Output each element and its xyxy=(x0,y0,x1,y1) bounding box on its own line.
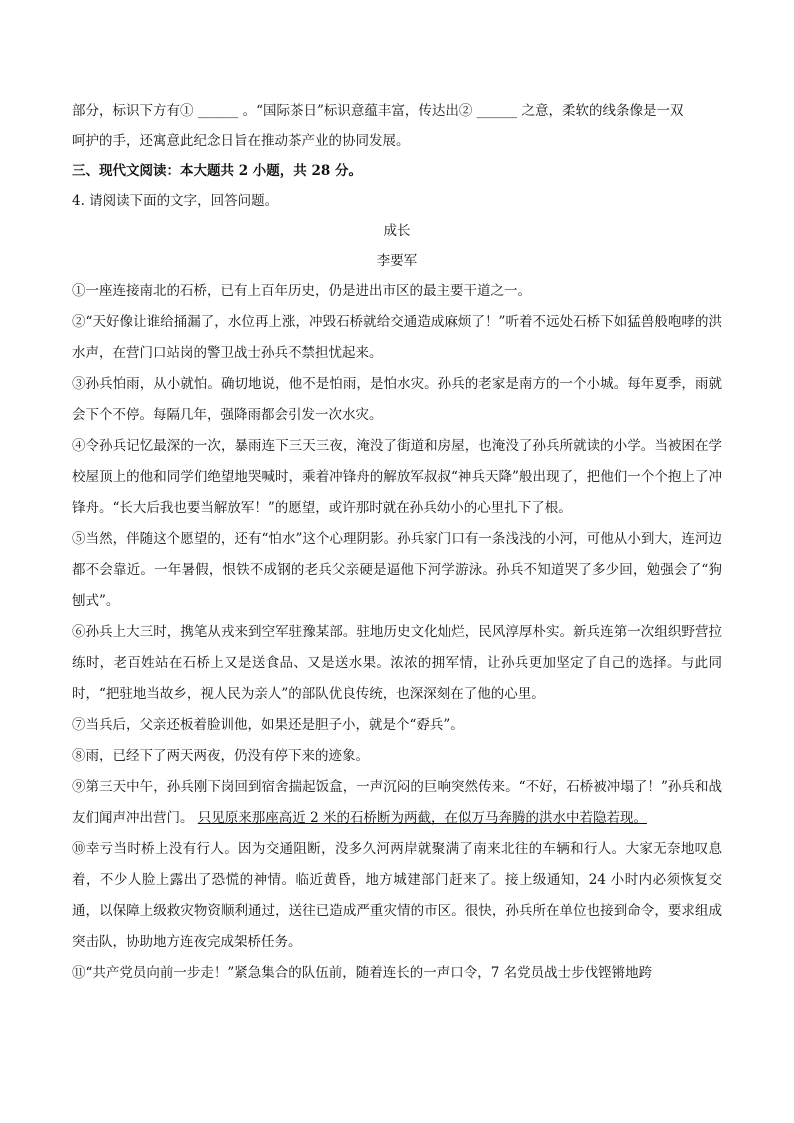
paragraph-11: ⑪“共产党员向前一步走！”紧急集合的队伍前，随着连长的一声口令，7 名党员战士步伐铿锵地跨 xyxy=(72,965,653,981)
document-page xyxy=(72,96,722,989)
paragraph-7: ⑦当兵后，父亲还板着脸训他，如果还是胆子小，就是个“孬兵”。 xyxy=(72,717,464,733)
article-title: 成长 xyxy=(383,223,411,239)
paragraph-4: ④令孙兵记忆最深的一次，暴雨连下三天三夜，淹没了街道和房屋，也淹没了孙兵所就读的小学。当被困在学校屋顶上的他和同学们绝望地哭喊时，乘着冲锋舟的解放军叔叔“神兵天降”般出现了，把他们一个个抱上了冲锋舟。“长大后我也要当解放军！”的愿望，或许那时就在孙兵幼小的心里扎下了根。 xyxy=(72,438,722,516)
paragraph-9 xyxy=(72,772,722,834)
paragraph-5: ⑤当然，伴随这个愿望的，还有“怕水”这个心理阴影。孙兵家门口有一条浅浅的小河，可他从小到大，连河边都不会靠近。一年暑假，恨铁不成钢的老兵父亲硬是逼他下河学游泳。孙兵不知道哭了多少回，勉强会了“狗刨式”。 xyxy=(72,531,722,609)
paragraph-10: ⑩幸亏当时桥上没有行人。因为交通阻断，没多久河两岸就聚满了南来北往的车辆和行人。大家无奈地叹息着，不少人脸上露出了恐慌的神情。临近黄昏，地方城建部门赶来了。接上级通知，24 小时内必须恢复交通，以保障上级救灾物资顺利通过，送往已造成严重灾情的市区。很快，孙兵所在单位也接到命令，要求组成突击队，协助地方连夜完成架桥任务。 xyxy=(72,841,722,950)
section-heading: 三、现代文阅读：本大题共 2 小题，共 28 分。 xyxy=(72,163,362,179)
question-4-prompt: 4. 请阅读下面的文字，回答问题。 xyxy=(72,193,279,209)
intro-line-1: 部分，标识下方有① ______ 。“国际茶日”标识意蕴丰富，传达出② ______ 之意，柔软的线条像是一双 xyxy=(72,103,684,119)
paragraph-6: ⑥孙兵上大三时，携笔从戎来到空军驻豫某部。驻地历史文化灿烂，民风淳厚朴实。新兵连第一次组织野营拉练时，老百姓站在石桥上又是送食品、又是送水果。浓浓的拥军情，让孙兵更加坚定了自己的选择。与此同时，“把驻地当故乡，视人民为亲人”的部队优良传统，也深深刻在了他的心里。 xyxy=(72,624,722,702)
paragraph-3: ③孙兵怕雨，从小就怕。确切地说，他不是怕雨，是怕水灾。孙兵的老家是南方的一个小城。每年夏季，雨就会下个不停。每隔几年，强降雨都会引发一次水灾。 xyxy=(72,376,722,423)
article-author: 李要军 xyxy=(376,253,418,269)
paragraph-9-text: ⑨第三天中午，孙兵刚下岗回到宿舍揣起饭盒，一声沉闷的巨响突然传来。“不好，石桥被冲塌了！”孙兵和战友们闻声冲出营门。 xyxy=(72,779,722,826)
paragraph-1: ①一座连接南北的石桥，已有上百年历史，仍是进出市区的最主要干道之一。 xyxy=(72,283,531,299)
intro-line-2: 呵护的手，还寓意此纪念日旨在推动茶产业的协同发展。 xyxy=(72,133,410,149)
paragraph-8: ⑧雨，已经下了两天两夜，仍没有停下来的迹象。 xyxy=(72,748,369,764)
paragraph-2: ②“天好像让谁给捅漏了，水位再上涨，冲毁石桥就给交通造成麻烦了！”听着不远处石桥下如猛兽般咆哮的洪水声，在营门口站岗的警卫战士孙兵不禁担忧起来。 xyxy=(72,314,722,361)
paragraph-9-underlined-sentence: 只见原来那座高近 2 米的石桥断为两截，在似万马奔腾的洪水中若隐若现。 xyxy=(197,810,647,826)
